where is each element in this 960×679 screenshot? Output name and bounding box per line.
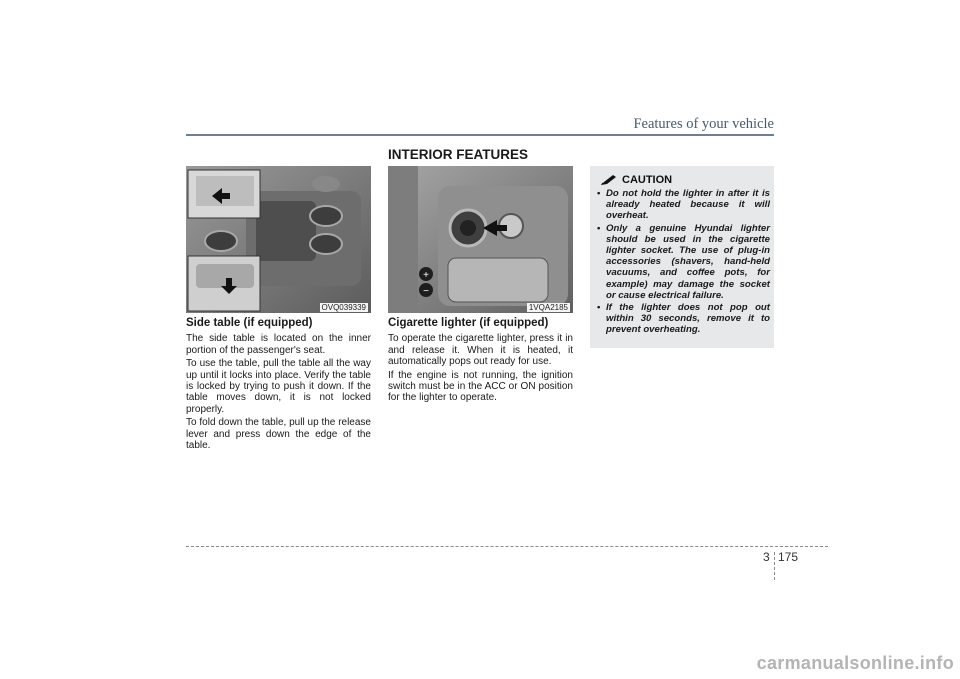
paragraph: If the engine is not running, the ignition switch must be in the ACC or ON position for the lighter to operate. (388, 369, 573, 404)
caution-item: • Do not hold the lighter in after it is already heated because it will overheat. (596, 188, 770, 222)
lighter-illustration (388, 166, 573, 313)
header-rule (186, 134, 774, 136)
lighter-section (388, 318, 573, 406)
paragraph: To operate the cigarette lighter, press it in and release it. When it is heated, it automatically pops out ready for use. (388, 333, 573, 368)
caution-item: • Only a genuine Hyundai lighter should be used in the cigarette lighter socket. The use of plug-in accessories (shavers, hand-held vacuums, and coffee pots, for example) may damage the socket or cause electrical failure. (596, 223, 770, 301)
caution-item: • If the lighter does not pop out within 30 seconds, remove it to prevent overheating. (596, 302, 770, 336)
page-number-divider (774, 552, 775, 580)
caution-label: CAUTION (622, 174, 673, 186)
side-table-photo (186, 166, 371, 313)
photo-code: OVQ039339 (321, 303, 366, 312)
pencil-icon (600, 174, 618, 186)
paragraph: To fold down the table, pull up the release lever and press down the edge of the table. (186, 417, 371, 452)
svg-text:−: − (423, 286, 429, 297)
section-title: INTERIOR FEATURES (388, 147, 529, 162)
caution-header (600, 174, 673, 189)
lighter-photo (388, 166, 573, 313)
caution-box (590, 166, 774, 348)
running-header: Features of your vehicle (633, 116, 774, 132)
chapter-number: 3 (763, 550, 770, 564)
side-table-illustration (186, 166, 371, 313)
footer-rule (186, 546, 828, 547)
watermark: carmanualsonline.info (756, 653, 954, 673)
section-heading: Cigarette lighter (if equipped) (388, 317, 549, 329)
svg-text:+: + (423, 270, 429, 281)
side-table-section (186, 318, 371, 453)
paragraph: The side table is located on the inner portion of the passenger's seat. (186, 333, 371, 356)
caution-list (596, 188, 770, 337)
paragraph: To use the table, pull the table all the way up until it locks into place. Verify the table is locked by trying to push it down. If the table moves down, it is not locked properly. (186, 358, 371, 415)
section-heading: Side table (if equipped) (186, 317, 313, 329)
page-number: 175 (778, 550, 799, 564)
photo-code: 1VQA2185 (528, 303, 568, 312)
